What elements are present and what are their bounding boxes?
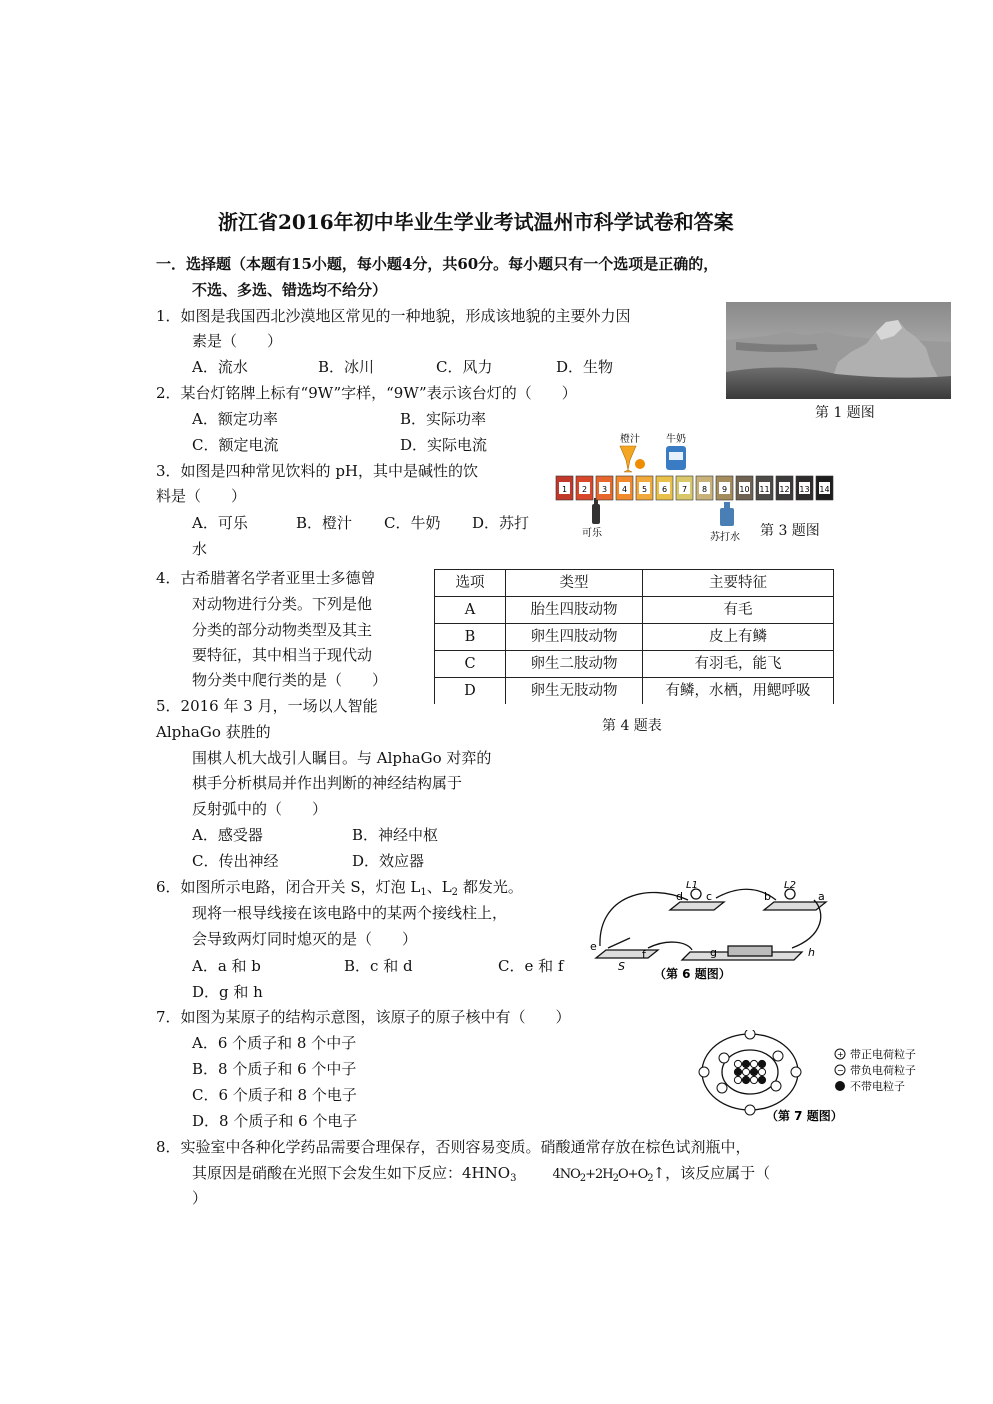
svg-text:+: + [837,1050,844,1059]
ph-value-label: 3 [601,485,608,494]
electron-icon [717,1083,727,1093]
q5-stem-line2: AlphaGo 获胜的 [156,723,271,741]
q3-stem-line1: 3．如图是四种常见饮料的 pH，其中是碱性的饮 [156,462,478,480]
q6-option-d: D．g 和 h [192,983,263,1001]
q7-figure-caption: （第 7 题图） [766,1109,843,1123]
label-e: e [590,940,597,953]
q2-option-c: C．额定电流 [192,436,279,454]
table-cell: C [435,651,506,678]
q5-option-d: D．效应器 [352,852,425,870]
q7-option-b: B．8 个质子和 6 个中子 [192,1060,357,1078]
table-header-cell: 选项 [435,570,506,597]
table-cell: 有毛 [643,597,834,624]
q5-stem-line4: 棋手分析棋局并作出判断的神经结构属于 [192,774,463,792]
q1-stem-line1: 1．如图是我国西北沙漠地区常见的一种地貌，形成该地貌的主要外力因 [156,307,631,325]
q5-stem-line3: 围棋人机大战引人瞩目。与 AlphaGo 对弈的 [192,749,492,767]
ph-value-label: 5 [641,485,648,494]
ph-value-label: 8 [701,485,708,494]
q4-stem-line2: 对动物进行分类。下列是他 [192,595,373,613]
q4-stem-line4: 要特征，其中相当于现代动 [192,646,373,664]
q5-option-b: B．神经中枢 [352,826,439,844]
neutron-legend-icon [835,1081,845,1091]
q1-option-b: B．冰川 [318,358,375,376]
table-cell: 胎生四肢动物 [506,597,643,624]
table-header-cell: 主要特征 [643,570,834,597]
table-row [435,624,834,651]
q4-stem-line1: 4．古希腊著名学者亚里士多德曾 [156,569,376,587]
table-row [435,597,834,624]
label-g: g [710,946,717,959]
label-h: h [808,946,815,959]
label-f: f [642,948,646,961]
ph-value-label: 2 [581,485,588,494]
ph-value-label: 7 [681,485,688,494]
q8-stem-line2: 其原因是硝酸在光照下会发生如下反应：$4HNO_3$ $4NO_2+2H_2O+O_2↑$，该反应属于（ [192,1164,771,1184]
table-cell: 卵生无肢动物 [506,678,643,705]
q2-option-d: D．实际电流 [400,436,488,454]
legend-proton: 带正电荷粒子 [850,1048,916,1061]
atom-structure-figure [698,1030,958,1125]
q7-stem: 7．如图为某原子的结构示意图，该原子的原子核中有（ ） [156,1008,571,1026]
desert-landform-photo [726,302,951,399]
drink-label-cola: 可乐 [582,528,602,539]
table-header-cell: 类型 [506,570,643,597]
label-c: c [706,890,713,903]
q2-option-a: A．额定功率 [192,410,278,428]
table-header-row [435,570,834,597]
q3-option-c: C．牛奶 [384,514,441,532]
q3-figure-caption: 第 3 题图 [760,523,820,539]
section-heading-line1: 一．选择题（本题有15小题，每小题4分，共60分。每小题只有一个选项是正确的， [156,255,719,273]
q5-stem-line1: 5．2016 年 3 月，一场以人智能 [156,697,378,715]
neutron-icon [734,1068,741,1075]
label-b: b [764,890,771,903]
q4-table [434,569,834,704]
q3-option-d: D．苏打 [472,514,530,532]
proton-icon [750,1060,757,1067]
electron-icon [771,1081,781,1091]
electron-icon [791,1067,801,1077]
q2-stem: 2．某台灯铭牌上标有“9W”字样，“9W”表示该台灯的（ ） [156,384,577,402]
label-l2: L2 [784,880,796,891]
q6-stem-line2: 现将一根导线接在该电路中的某两个接线柱上， [192,904,508,922]
drink-label-soda: 苏打水 [710,532,740,543]
q1-option-d: D．生物 [556,358,614,376]
q1-stem-line2: 素是（ ） [192,332,283,350]
neutron-icon [742,1060,749,1067]
table-cell: 卵生四肢动物 [506,624,643,651]
neutron-icon [750,1068,757,1075]
q5-stem-line5: 反射弧中的（ ） [192,800,328,818]
orange-juice-icon [620,446,636,472]
q1-option-c: C．风力 [436,358,493,376]
ph-value-label: 6 [661,485,668,494]
table-row [435,651,834,678]
q7-option-a: A．6 个质子和 8 个中子 [192,1034,357,1052]
electron-icon [699,1067,709,1077]
table-cell: 有羽毛，能飞 [643,651,834,678]
electron-icon [719,1053,729,1063]
svg-text:−: − [837,1066,844,1075]
proton-icon [734,1076,741,1083]
ph-value-label: 10 [739,485,750,494]
electron-icon [745,1105,755,1115]
ph-value-label: 9 [721,485,728,494]
q4-stem-line5: 物分类中爬行类的是（ ） [192,671,388,689]
ph-value-label: 11 [759,485,770,494]
table-cell: 皮上有鳞 [643,624,834,651]
soda-water-icon [720,508,734,526]
drink-label-orange: 橙汁 [620,434,640,445]
label-d: d [676,890,683,903]
proton-icon [750,1076,757,1083]
q6-option-c: C．e 和 f [498,957,564,975]
proton-icon [742,1068,749,1075]
q1-option-a: A．流水 [192,358,248,376]
legend-electron: 带负电荷粒子 [850,1064,916,1077]
q3-option-b: B．橙汁 [296,514,353,532]
q4-stem-line3: 分类的部分动物类型及其主 [192,621,373,639]
table-cell: 卵生二肢动物 [506,651,643,678]
q7-option-c: C．6 个质子和 8 个电子 [192,1086,357,1104]
proton-icon [734,1060,741,1067]
ph-value-label: 1 [561,485,568,494]
q5-option-c: C．传出神经 [192,852,279,870]
table-cell: 有鳞，水栖，用鳃呼吸 [643,678,834,705]
label-l1: L1 [686,880,698,891]
proton-icon [758,1068,765,1075]
q8-stem-line3: ） [192,1189,208,1207]
page-title: 浙江省2016年初中毕业生学业考试温州市科学试卷和答案 [218,210,734,234]
q6-stem-line1: 6．如图所示电路，闭合开关 S，灯泡 $L_1$、$L_2$ 都发光。 [156,878,523,898]
q1-figure-caption: 第 1 题图 [815,405,875,421]
q5-option-a: A．感受器 [192,826,263,844]
q6-option-a: A．a 和 b [192,957,261,975]
electron-icon [745,1030,755,1039]
q2-option-b: B．实际功率 [400,410,487,428]
ph-value-label: 13 [799,485,810,494]
neutron-icon [758,1060,765,1067]
neutron-icon [742,1076,749,1083]
ph-value-label: 4 [621,485,628,494]
q8-stem-line1: 8．实验室中各种化学药品需要合理保存，否则容易变质。硝酸通常存放在棕色试剂瓶中， [156,1138,751,1156]
q4-table-caption: 第 4 题表 [602,718,662,734]
circuit-figure [588,876,828,984]
table-cell: D [435,678,506,705]
label-s: S [618,960,625,973]
table-cell: B [435,624,506,651]
q6-figure-caption: （第 6 题图） [654,967,731,981]
legend-neutron: 不带电粒子 [850,1080,905,1093]
label-a: a [818,890,825,903]
table-row [435,678,834,705]
section-heading-line2: 不选、多选、错选均不给分） [192,281,388,299]
q6-stem-line3: 会导致两灯同时熄灭的是（ ） [192,930,418,948]
cola-icon [592,504,600,524]
ph-value-label: 12 [779,485,790,494]
neutron-icon [758,1076,765,1083]
orange-icon [635,459,645,469]
q3-option-a: A．可乐 [192,514,248,532]
ph-value-label: 14 [819,485,830,494]
q7-option-d: D．8 个质子和 6 个电子 [192,1112,358,1130]
q3-option-d-wrap: 水 [192,540,208,558]
q3-stem-line2: 料是（ ） [156,487,247,505]
electron-icon [773,1051,783,1061]
q6-option-b: B．c 和 d [344,957,413,975]
drink-label-milk: 牛奶 [666,434,686,445]
table-cell: A [435,597,506,624]
